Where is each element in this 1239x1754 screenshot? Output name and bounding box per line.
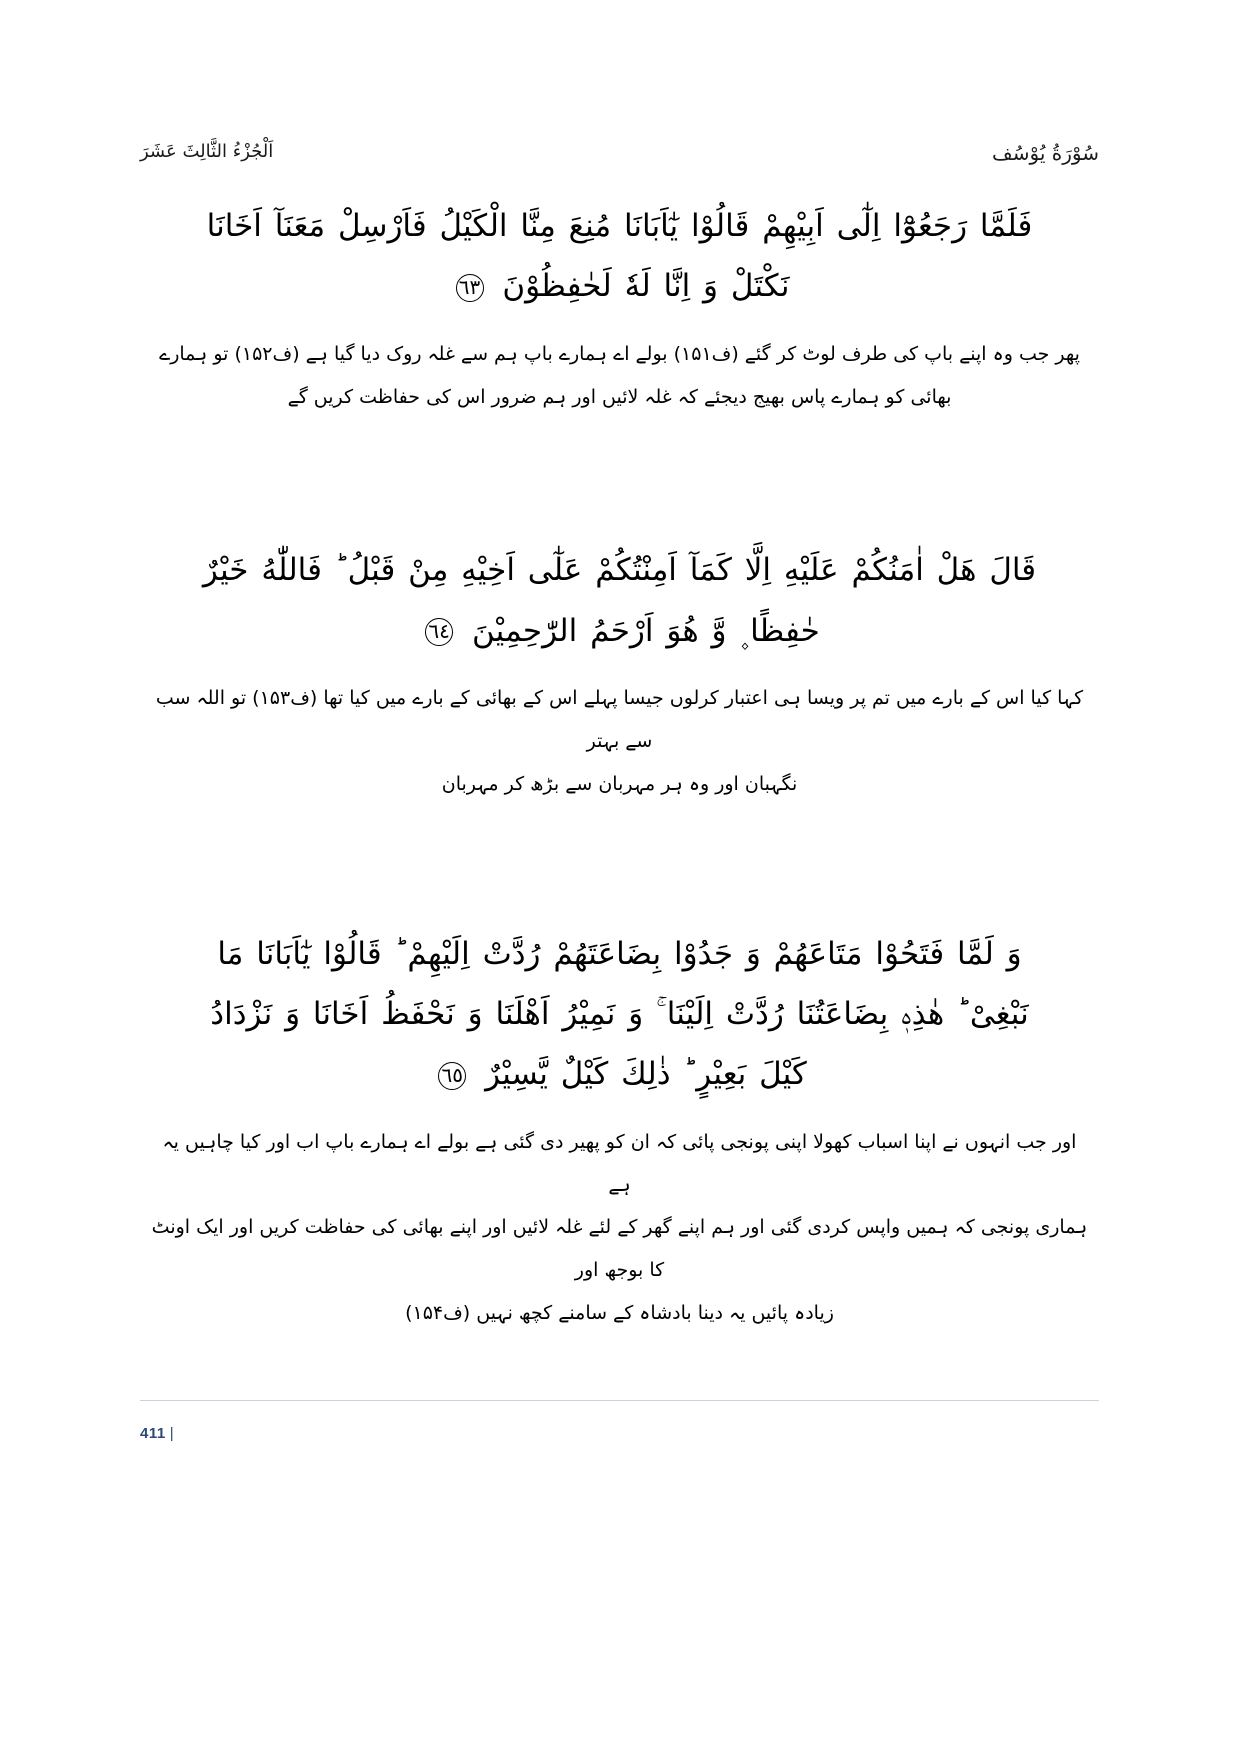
arabic-line-text: كَيْلَ بَعِيْرٍ ؕ ذٰلِكَ كَيْلٌ يَّسِيْرٌ <box>485 1056 807 1093</box>
juz-name-header: اَلْجُزْءُ الثَّالِثَ عَشَرَ <box>140 141 274 162</box>
ayah-number-marker: ٦٤ <box>425 618 453 646</box>
arabic-text-64 <box>140 540 1099 661</box>
verse-block-65 <box>140 924 1099 1335</box>
arabic-line: فَلَمَّا رَجَعُوْٓا اِلٰٓى اَبِيْهِمْ قَالُوْا يٰٓاَبَانَا مُنِعَ مِنَّا الْكَيْلُ فَاَرْسِلْ مَعَنَآ اَخَانَا <box>206 208 1033 244</box>
arabic-text-63 <box>140 196 1099 317</box>
page-number-value: 411 <box>140 1425 166 1442</box>
arabic-line: قَالَ هَلْ اٰمَنُكُمْ عَلَيْهِ اِلَّا كَمَآ اَمِنْتُكُمْ عَلٰٓى اَخِيْهِ مِنْ قَبْلُ ؕ فَاللّٰهُ خَيْرٌ <box>202 552 1037 589</box>
page-content <box>140 196 1099 1345</box>
section-spacer <box>140 816 1099 924</box>
page-number-separator: | <box>169 1425 175 1442</box>
arabic-line <box>144 1044 1095 1104</box>
arabic-line <box>144 256 1095 316</box>
verse-block-63 <box>140 196 1099 418</box>
urdu-line: نگہبان اور وہ ہر مہربان سے بڑھ کر مہربان <box>441 772 798 795</box>
footer-divider <box>140 1400 1099 1402</box>
arabic-line-text: نَكْتَلْ وَ اِنَّا لَهٗ لَحٰفِظُوْنَ <box>502 268 790 305</box>
arabic-line: وَ لَمَّا فَتَحُوْا مَتَاعَهُمْ وَ جَدُوْا بِضَاعَتَهُمْ رُدَّتْ اِلَيْهِمْ ؕ قَالُوْا يٰٓاَبَانَا مَا <box>217 935 1022 972</box>
arabic-line: نَبْغِىْ ؕ هٰذِهٖ بِضَاعَتُنَا رُدَّتْ اِلَيْنَا ۚ وَ نَمِيْرُ اَهْلَنَا وَ نَحْفَظُ اَخَانَا وَ نَزْدَادُ <box>210 995 1029 1032</box>
arabic-text-65 <box>140 924 1099 1105</box>
arabic-line <box>144 601 1095 661</box>
urdu-translation-64 <box>140 677 1099 805</box>
urdu-translation-63 <box>140 333 1099 419</box>
urdu-line: پھر جب وہ اپنے باپ کی طرف لوٹ کر گئے (ف۱۵۱) بولے اے ہمارے باپ ہم سے غلہ روک دیا گیا ہے (ف۱۵۲) تو ہمارے <box>159 342 1080 365</box>
page-header <box>140 140 1099 186</box>
ayah-number-marker: ٦٣ <box>456 274 484 302</box>
urdu-line: زیادہ پائیں یہ دینا بادشاہ کے سامنے کچھ نہیں (ف۱۵۴) <box>405 1301 834 1324</box>
urdu-line: بھائی کو ہمارے پاس بھیج دیجئے کہ غلہ لائیں اور ہم ضرور اس کی حفاظت کریں گے <box>287 385 952 408</box>
ayah-number-marker: ٦٥ <box>438 1062 466 1090</box>
section-spacer <box>140 428 1099 540</box>
arabic-line-text: حٰفِظًا ۪ وَّ هُوَ اَرْحَمُ الرّٰحِمِيْنَ <box>472 612 820 649</box>
page-number <box>140 1425 174 1442</box>
surah-name-header: سُوْرَةُ يُوْسُف <box>992 141 1099 165</box>
urdu-line: کہا کیا اس کے بارے میں تم پر ویسا ہی اعتبار کرلوں جیسا پہلے اس کے بھائی کے بارے میں کیا تھا (ف۱۵۳) تو اللہ سب سے بہتر <box>155 687 1084 752</box>
urdu-line: اور جب انہوں نے اپنا اسباب کھولا اپنی پونجی پائی کہ ان کو پھیر دی گئی ہے بولے اے ہمارے باپ اب اور کیا چاہیں یہ ہے <box>162 1130 1077 1196</box>
urdu-translation-65 <box>140 1121 1099 1335</box>
verse-block-64 <box>140 540 1099 805</box>
urdu-line: ہماری پونجی کہ ہمیں واپس کردی گئی اور ہم اپنے گھر کے لئے غلہ لائیں اور اپنے بھائی کی حفاظت کریں اور ایک اونٹ کا بوجھ اور <box>151 1216 1088 1282</box>
